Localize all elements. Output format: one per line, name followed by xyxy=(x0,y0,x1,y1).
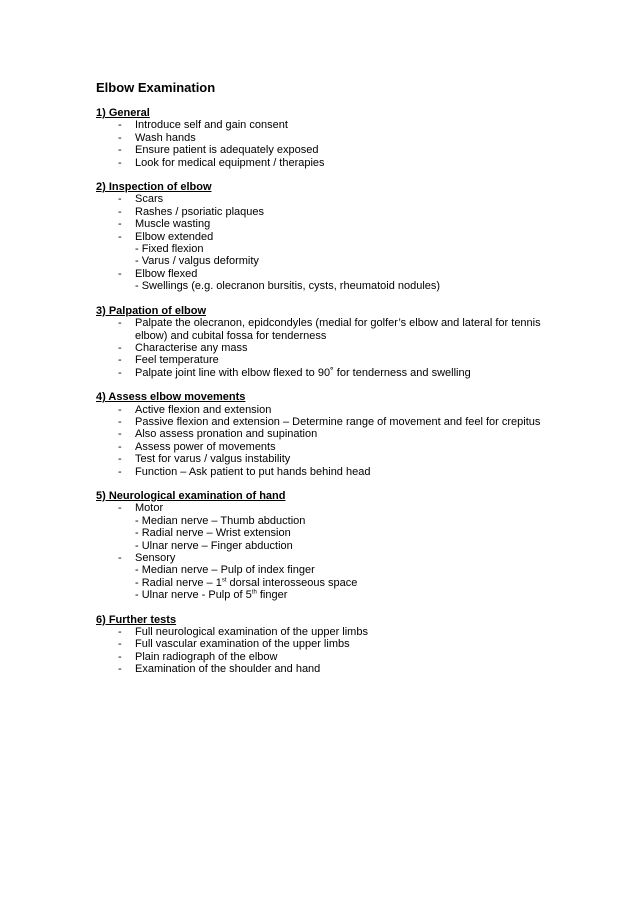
sub-item: - Swellings (e.g. olecranon bursitis, cysts, rheumatoid nodules) xyxy=(135,280,441,293)
list-item xyxy=(96,354,556,366)
list-item-text: Assess power of movements xyxy=(135,440,276,453)
list-item xyxy=(96,416,556,428)
document-page xyxy=(96,80,556,688)
list-item-text: Muscle wasting xyxy=(135,218,211,231)
list-item xyxy=(96,218,556,230)
list-item-text: Rashes / psoriatic plaques xyxy=(135,205,265,218)
bullet-dash: - xyxy=(118,193,122,206)
list-item xyxy=(96,268,556,280)
list-item-text: Motor xyxy=(135,502,164,515)
section-heading: 6) Further tests xyxy=(96,613,177,626)
bullet-dash: - xyxy=(118,341,122,354)
list-item-text: Also assess pronation and supination xyxy=(135,428,318,441)
list-item xyxy=(96,342,556,354)
bullet-dash: - xyxy=(118,354,122,367)
sub-item: - Radial nerve – 1st dorsal interosseous space xyxy=(135,576,358,589)
bullet-dash: - xyxy=(118,638,122,651)
section-inspection xyxy=(96,181,556,293)
list-item xyxy=(96,132,556,144)
bullet-dash: - xyxy=(118,144,122,157)
list-item-text: Feel temperature xyxy=(135,354,219,367)
list-item xyxy=(96,428,556,440)
list-item-text: Examination of the shoulder and hand xyxy=(135,663,321,676)
section-heading: 2) Inspection of elbow xyxy=(96,181,212,194)
list-item-text: Function – Ask patient to put hands behind head xyxy=(135,465,371,478)
list-item-text: Full neurological examination of the upper limbs xyxy=(135,626,368,639)
list-item-text: Elbow flexed xyxy=(135,267,198,280)
bullet-dash: - xyxy=(118,317,122,330)
list-item xyxy=(96,638,556,650)
bullet-dash: - xyxy=(118,119,122,132)
section-further-tests xyxy=(96,614,556,676)
list-item xyxy=(96,193,556,205)
bullet-dash: - xyxy=(118,230,122,243)
bullet-dash: - xyxy=(118,650,122,663)
document-title: Elbow Examination xyxy=(96,80,216,95)
sub-item: - Radial nerve – Wrist extension xyxy=(135,527,291,540)
list-item xyxy=(96,144,556,156)
list-item-text: Introduce self and gain consent xyxy=(135,119,288,132)
bullet-dash: - xyxy=(118,440,122,453)
list-item xyxy=(96,466,556,478)
list-item-text: Plain radiograph of the elbow xyxy=(135,650,278,663)
list-item xyxy=(96,206,556,218)
list-item-text: Palpate the olecranon, epidcondyles (medial for golfer’s elbow and lateral for tennis elbow) and cubital fossa for tenderness xyxy=(135,317,541,342)
bullet-dash: - xyxy=(118,502,122,515)
sub-item: - Fixed flexion xyxy=(135,243,204,256)
list-item xyxy=(96,502,556,514)
bullet-dash: - xyxy=(118,465,122,478)
sub-item: - Median nerve – Pulp of index finger xyxy=(135,564,315,577)
section-movements xyxy=(96,391,556,478)
list-item-text: Ensure patient is adequately exposed xyxy=(135,144,319,157)
list-item xyxy=(96,552,556,564)
sub-item: - Ulnar nerve - Pulp of 5th finger xyxy=(135,589,288,602)
bullet-dash: - xyxy=(118,366,122,379)
list-item-text: Passive flexion and extension – Determine range of movement and feel for crepitus xyxy=(135,415,541,428)
list-item xyxy=(96,651,556,663)
bullet-dash: - xyxy=(118,403,122,416)
list-item-text: Scars xyxy=(135,193,164,206)
list-item xyxy=(96,317,556,342)
bullet-dash: - xyxy=(118,415,122,428)
list-item xyxy=(96,367,556,379)
bullet-dash: - xyxy=(118,131,122,144)
section-heading: 3) Palpation of elbow xyxy=(96,304,207,317)
bullet-dash: - xyxy=(118,267,122,280)
list-item xyxy=(96,441,556,453)
list-item-text: Wash hands xyxy=(135,131,196,144)
bullet-dash: - xyxy=(118,156,122,169)
sub-item: - Median nerve – Thumb abduction xyxy=(135,514,306,527)
section-heading: 4) Assess elbow movements xyxy=(96,391,246,404)
bullet-dash: - xyxy=(118,218,122,231)
list-item-text: Palpate joint line with elbow flexed to 90˚ for tenderness and swelling xyxy=(135,366,471,379)
bullet-dash: - xyxy=(118,428,122,441)
section-heading: 5) Neurological examination of hand xyxy=(96,489,286,502)
list-item xyxy=(96,404,556,416)
list-item-text: Look for medical equipment / therapies xyxy=(135,156,325,169)
section-general xyxy=(96,107,556,169)
list-item-text: Characterise any mass xyxy=(135,341,248,354)
list-item-text: Sensory xyxy=(135,552,176,564)
list-item xyxy=(96,231,556,243)
list-item-text: Test for varus / valgus instability xyxy=(135,453,291,466)
sub-item: - Varus / valgus deformity xyxy=(135,255,259,268)
bullet-dash: - xyxy=(118,626,122,639)
section-heading: 1) General xyxy=(96,107,150,119)
sub-item: - Ulnar nerve – Finger abduction xyxy=(135,539,293,552)
list-item xyxy=(96,119,556,131)
list-item xyxy=(96,453,556,465)
bullet-dash: - xyxy=(118,663,122,676)
list-item xyxy=(96,626,556,638)
bullet-dash: - xyxy=(118,205,122,218)
section-palpation xyxy=(96,305,556,379)
section-neurological xyxy=(96,490,556,602)
bullet-dash: - xyxy=(118,552,122,564)
list-item xyxy=(96,663,556,675)
list-item-text: Active flexion and extension xyxy=(135,403,272,416)
list-item xyxy=(96,157,556,169)
list-item-text: Elbow extended xyxy=(135,230,214,243)
bullet-dash: - xyxy=(118,453,122,466)
list-item-text: Full vascular examination of the upper limbs xyxy=(135,638,350,651)
